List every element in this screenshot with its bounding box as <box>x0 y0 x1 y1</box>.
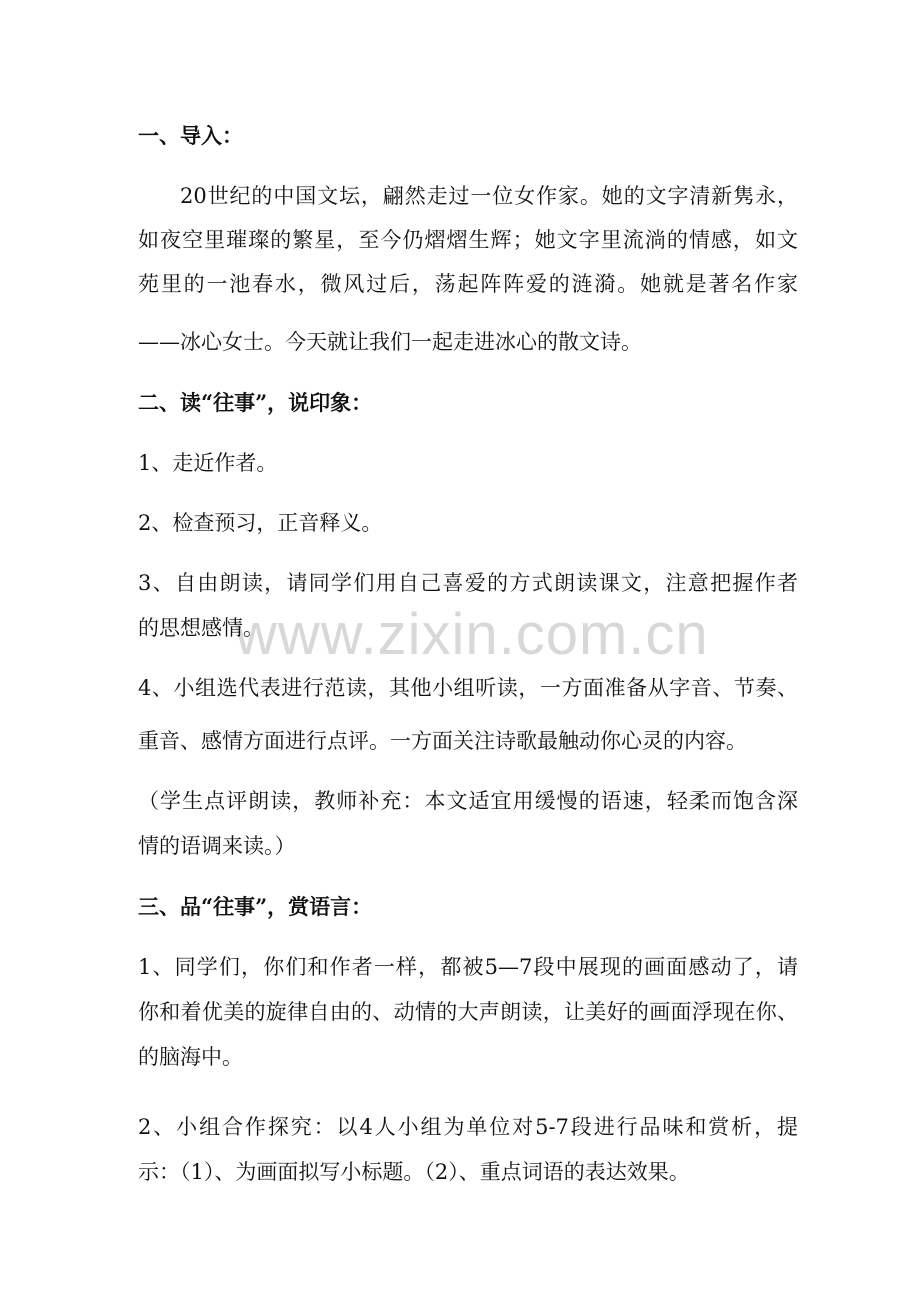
section2-item-4-line-1: 4、小组选代表进行范读，其他小组听读，一方面准备从字音、节奏、 <box>138 676 798 700</box>
section1-para-line-4: ——冰心女士。今天就让我们一起走进冰心的散文诗。 <box>138 330 642 354</box>
section1-para-line-3: 苑里的一池春水，微风过后，荡起阵阵爱的涟漪。她就是著名作家 <box>138 272 798 296</box>
section3-heading: 三、品“往事”，赏语言： <box>138 894 373 919</box>
section2-note-line-2: 情的语调来读。） <box>138 834 296 858</box>
section3-item-1-line-2: 你和着优美的旋律自由的、动情的大声朗读，让美好的画面浮现在你、 <box>138 1000 798 1024</box>
section1-para-line-2: 如夜空里璀璨的繁星，至今仍熠熠生辉；她文字里流淌的情感，如文 <box>138 228 798 252</box>
section2-item-3-line-2: 的思想感情。 <box>138 616 264 640</box>
section2-item-2: 2、检查预习，正音释义。 <box>138 511 383 535</box>
section1-para-line-1: 20世纪的中国文坛，翩然走过一位女作家。她的文字清新隽永， <box>180 184 798 208</box>
section2-item-1: 1、走近作者。 <box>138 451 278 475</box>
section2-heading: 二、读“往事”，说印象： <box>138 390 373 415</box>
section2-note-line-1: （学生点评朗读，教师补充：本文适宜用缓慢的语速，轻柔而饱含深 <box>138 789 798 813</box>
section3-item-1-line-1: 1、同学们，你们和作者一样，都被5—7段中展现的画面感动了，请 <box>138 955 798 979</box>
section3-item-1-line-3: 的脑海中。 <box>138 1045 243 1069</box>
section3-item-2-line-1: 2、小组合作探究：以4人小组为单位对5-7段进行品味和赏析，提 <box>138 1115 798 1139</box>
section1-heading: 一、导入： <box>138 123 243 148</box>
section3-item-2-line-2: 示：（1）、为画面拟写小标题。（2）、重点词语的表达效果。 <box>138 1160 690 1184</box>
section2-item-4-line-2: 重音、感情方面进行点评。一方面关注诗歌最触动你心灵的内容。 <box>138 729 747 753</box>
section2-item-3-line-1: 3、自由朗读，请同学们用自己喜爱的方式朗读课文，注意把握作者 <box>138 571 798 595</box>
watermark: www.zixin.com.cn <box>235 602 709 667</box>
